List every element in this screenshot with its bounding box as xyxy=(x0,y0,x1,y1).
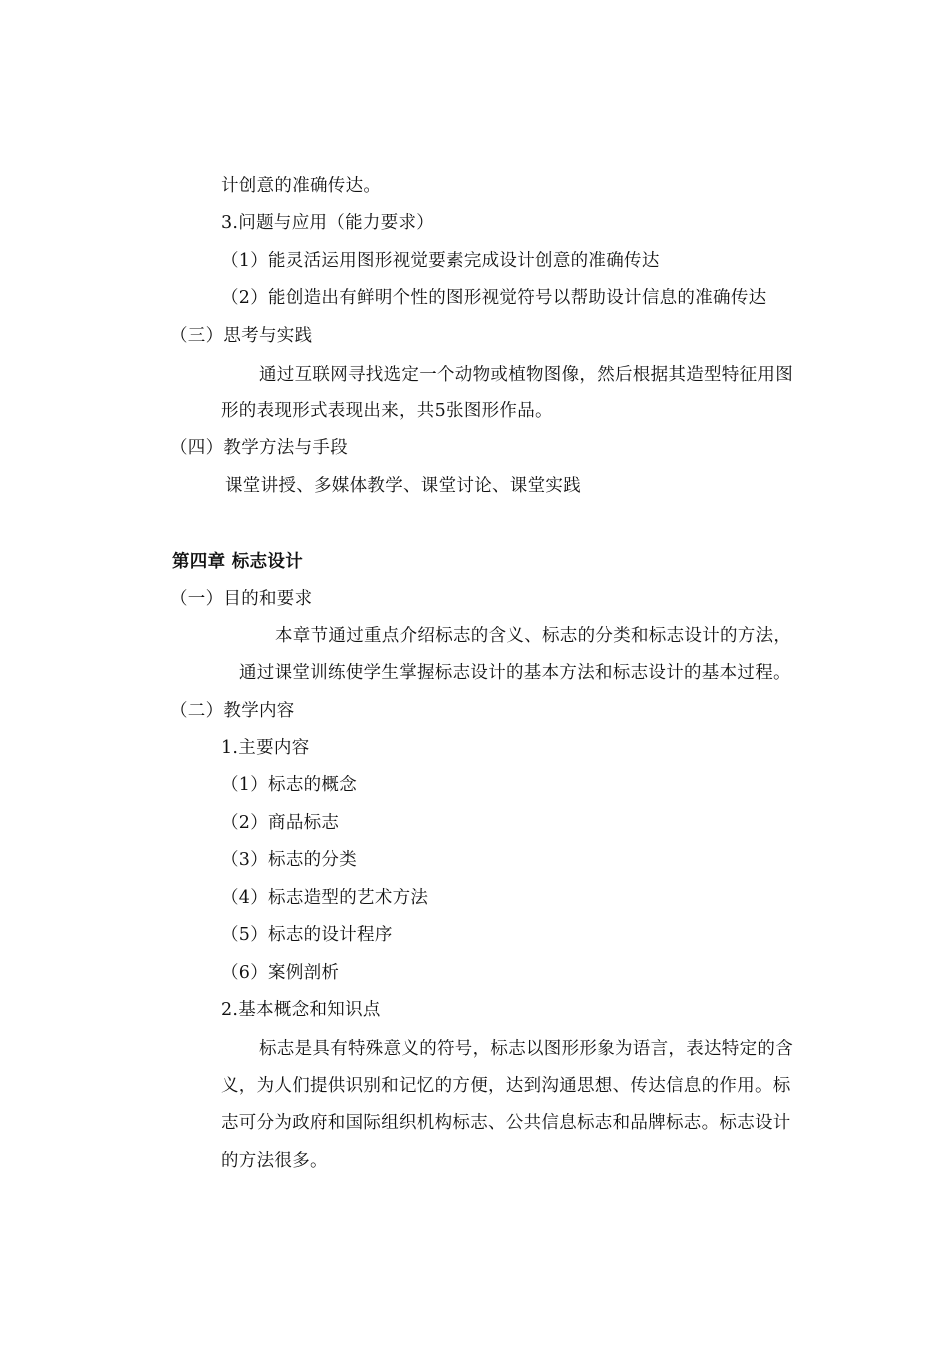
list-item: （2）商品标志 xyxy=(221,813,340,833)
list-item: （6）案例剖析 xyxy=(221,963,340,983)
subsection-heading: （二）教学内容 xyxy=(170,701,295,721)
paragraph-line: 的方法很多。 xyxy=(221,1151,328,1171)
paragraph-line: 形的表现形式表现出来，共5张图形作品。 xyxy=(221,401,553,421)
text-line: 计创意的准确传达。 xyxy=(221,176,382,196)
paragraph-line: 本章节通过重点介绍标志的含义、标志的分类和标志设计的方法， xyxy=(275,626,792,646)
paragraph-line: 义，为人们提供识别和记忆的方便，达到沟通思想、传达信息的作用。标 xyxy=(221,1076,791,1096)
subsection-heading: （三）思考与实践 xyxy=(170,326,313,346)
paragraph-line: 通过互联网寻找选定一个动物或植物图像，然后根据其造型特征用图 xyxy=(259,365,793,385)
paragraph-line: 标志是具有特殊意义的符号，标志以图形形象为语言，表达特定的含 xyxy=(259,1039,793,1059)
list-item: （3）标志的分类 xyxy=(221,850,358,870)
section-item: 2.基本概念和知识点 xyxy=(221,1000,381,1020)
list-item: （4）标志造型的艺术方法 xyxy=(221,888,429,908)
paragraph-line: 通过课堂训练使学生掌握标志设计的基本方法和标志设计的基本过程。 xyxy=(239,663,791,683)
subsection-heading: （一）目的和要求 xyxy=(170,589,313,609)
text-line: 课堂讲授、多媒体教学、课堂讨论、课堂实践 xyxy=(225,476,581,496)
section-item: 3.问题与应用（能力要求） xyxy=(221,213,435,233)
section-item: 1.主要内容 xyxy=(221,738,310,758)
paragraph-line: 志可分为政府和国际组织机构标志、公共信息标志和品牌标志。标志设计 xyxy=(221,1113,791,1133)
list-item: （1）能灵活运用图形视觉要素完成设计创意的准确传达 xyxy=(221,251,660,271)
list-item: （5）标志的设计程序 xyxy=(221,925,393,945)
list-item: （2）能创造出有鲜明个性的图形视觉符号以帮助设计信息的准确传达 xyxy=(221,288,767,308)
subsection-heading: （四）教学方法与手段 xyxy=(170,438,348,458)
chapter-heading: 第四章 标志设计 xyxy=(172,552,303,572)
list-item: （1）标志的概念 xyxy=(221,775,358,795)
